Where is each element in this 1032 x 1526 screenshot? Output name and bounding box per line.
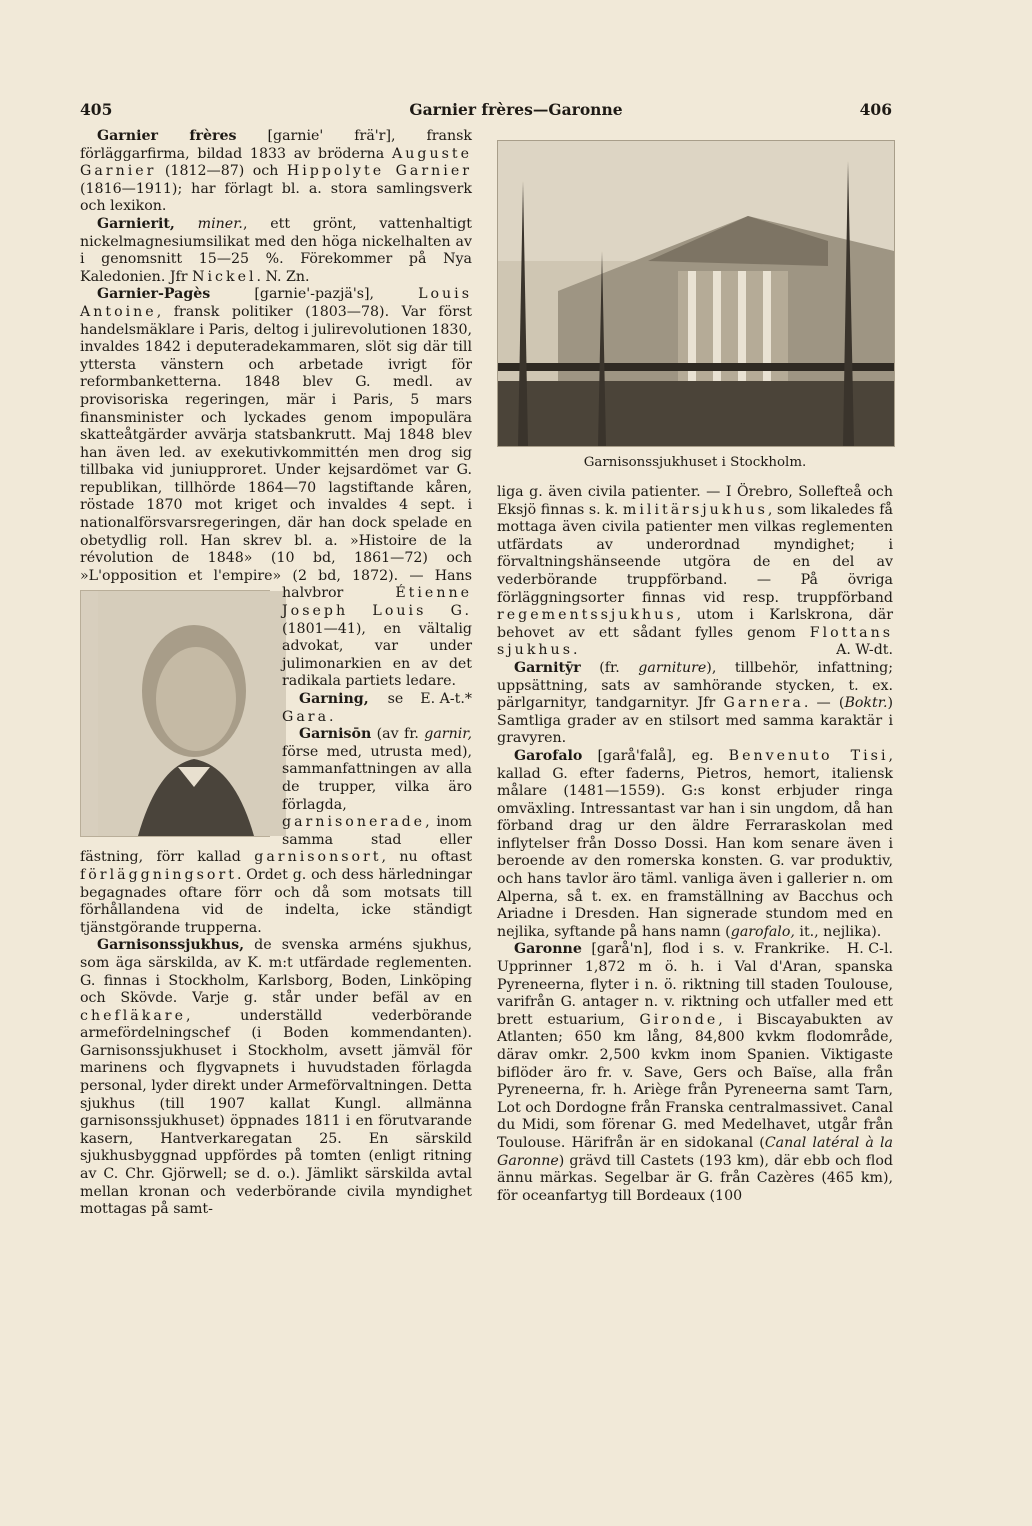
signature: A. W-dt. bbox=[836, 642, 893, 659]
spaced-term: garnisonerade bbox=[282, 814, 426, 831]
headword: Garnitȳr bbox=[514, 659, 581, 676]
spaced-term: regementssjukhus bbox=[497, 607, 677, 624]
spaced-term: förläggningsort bbox=[80, 866, 237, 883]
spaced-name: Auguste Garnier bbox=[80, 145, 472, 180]
headword: Garnisonssjukhus, bbox=[97, 937, 245, 954]
spaced-term: garnisonsort bbox=[254, 849, 382, 866]
entry-text: [garå'falå], eg. bbox=[582, 747, 729, 764]
entry-text: . bbox=[329, 708, 334, 725]
italic-term: Canal latéral à la Garonne bbox=[497, 1134, 893, 1169]
entry-text: ), tillbehör, infattning; uppsättning, sats av samhörande stycken, t. ex. pärlgarnityr, tandgarnityr. Jfr bbox=[497, 659, 893, 712]
signature: E. A-t.* bbox=[420, 691, 472, 707]
entry-text: , fransk politiker (1803—78). Var först handelsmäklare i Paris, deltog i julirevolutionen 1830, invaldes 1842 i deputeradekammaren, slöt sig där till yttersta vänstern och arbetade ivrigt för reformbanketterna. 1848 blev G. medl. av provisoriska regeringen, mär i Paris, 5 mars finansminister och lyckades genom impopulära skatteåtgärder avvärja statsbankrutt. Maj 1848 blev han även led. av exekutivkommittén men drog sig tillbaka vid juniupproret. Under kejsardömet var G. republikan, tillhörde 1864—70 lagstiftande kåren, röstade 1870 mot kriget och invaldes 4 sept. i nationalförsvarsregeringen, där han dock spelade en obetydlig roll. Han skrev bl. a. »Histoire de la révolution de 1848» (10 bd, 1861—72) och »L'opposition et l'empire» (2 bd, 1872). — Hans halvbror bbox=[80, 303, 472, 602]
entry-text: . bbox=[572, 642, 578, 659]
entry-text: liga g. även civila patienter. — I Örebro, Sollefteå och Eksjö finnas s. k. bbox=[497, 484, 893, 518]
spaced-name: Louis Antoine bbox=[80, 286, 472, 320]
entry-text: ) grävd till Castets (193 km), där ebb och flod ännu märkas. Segelbar är G. från Cazères (465 km), för oceanfartyg till Bordeaux (100 bbox=[497, 1152, 893, 1204]
cross-reference: Gara bbox=[282, 708, 330, 725]
hospital-photo bbox=[497, 140, 895, 447]
entry-text: förse med, utrusta med), sammanfattningen av alla de trupper, vilka äro förlagda, bbox=[282, 743, 472, 813]
cross-reference: Nickel bbox=[192, 268, 257, 285]
headword: Garnisōn bbox=[299, 726, 372, 743]
entry-text: (av fr. bbox=[371, 726, 425, 743]
right-column bbox=[497, 484, 893, 1205]
headword: Garofalo bbox=[514, 747, 583, 764]
italic-term: garniture bbox=[638, 659, 707, 676]
portrait-image bbox=[80, 590, 270, 837]
running-head: Garnier frères—Garonne bbox=[409, 100, 623, 119]
entry-text: . — ( bbox=[803, 695, 845, 712]
italic-label: miner. bbox=[174, 215, 243, 232]
hospital-illustration bbox=[498, 141, 894, 446]
portrait-illustration bbox=[98, 591, 286, 836]
italic-label: Boktr. bbox=[844, 695, 888, 712]
signature: H. C-l. bbox=[846, 941, 893, 958]
spaced-term: Gironde bbox=[639, 1011, 719, 1028]
headword: Garning, bbox=[299, 691, 369, 707]
entry-text: de svenska arméns sjukhus, som äga särskilda, av K. m:t utfärdade reglementen. G. finnas i Stockholm, Karlsborg, Boden, Linköping och Skövde. Varje g. står under befäl av en bbox=[80, 937, 472, 1007]
entry-text: , underställd vederbörande armefördelningschef (i Boden kommendanten). Garnisonssjukhuset i Stockholm, avsett jämväl för marinens och flygvapnets i huvudstaden förlagda personal, lyder direkt under Armeförvaltningen. Detta sjukhus (till 1907 kallat Kungl. allmänna garnisonssjukhuset) öppnades 1811 i en förutvarande kasern, Hantverkaregatan 25. En särskild sjukhusbyggnad uppfördes på tomten (enligt ritning av C. Chr. Gjörwell; se d. o.). Jämlikt särskilda avtal mellan kronan och vederbörande civila myndighet mottagas på samt- bbox=[80, 1007, 472, 1218]
entry-text: [garå'n], flod i s. v. Frankrike. Upprinner 1,872 m ö. h. i Val d'Aran, spanska Pyreneerna, flyter i n. ö. riktning till staden Toulouse, varifrån G. antager n. v. riktning och utfaller med ett brett estuarium, bbox=[497, 941, 893, 1028]
photo-caption: Garnisonssjukhuset i Stockholm. bbox=[583, 455, 807, 470]
spaced-name: Étienne Joseph Louis G. bbox=[282, 585, 472, 620]
entry-text: ) Samtliga grader av en stilsort med samma karaktär i gravyren. bbox=[497, 695, 893, 747]
cross-reference: Garnera bbox=[723, 695, 804, 712]
entry-garnierit bbox=[80, 216, 472, 286]
entry-text: , utom i Karlskrona, där behovet av ett sådant fylles genom bbox=[497, 607, 893, 641]
entry-text: [garnie' frä'r], fransk förläggarfirma, bildad 1833 av bröderna bbox=[80, 128, 472, 162]
entry-text: , ett grönt, vattenhaltigt nickelmagnesiumsilikat med den höga nickelhalten av i genomsnitt 15—25 %. Förekommer på Nya Kaledonien. Jfr bbox=[80, 215, 472, 285]
headword: Garonne bbox=[514, 941, 582, 958]
entry-garonne bbox=[497, 941, 893, 1205]
entry-text: , kallad G. efter faderns, Pietros, hemort, italiensk målare (1481—1559). G:s konst erbjuder ringa omväxling. Intressantast var han i sin ungdom, då han förband drag ur den äldre Ferraraskolan med inflytelser från Dosso Dossi. Han kom senare även i beroende av den romerska konsten. G. var produktiv, och hans tavlor äro täml. vanliga även i gallerier n. om Alperna, så t. ex. en framställning av Bacchus och Ariadne i Dresden. Han signerade stundom med en nejlika, syftande på hans namn ( bbox=[497, 747, 893, 940]
entry-garnisonssjukhus-continued bbox=[497, 484, 893, 660]
spaced-term: militärsjukhus bbox=[622, 501, 768, 518]
spaced-name: Benvenuto Tisi bbox=[728, 747, 889, 764]
entry-text: (1816—1911); har förlagt bl. a. stora samlingsverk och lexikon. bbox=[80, 180, 472, 215]
entry-text: se bbox=[368, 691, 404, 707]
italic-term: garofalo, bbox=[730, 923, 795, 940]
spaced-term: chefläkare bbox=[80, 1007, 186, 1024]
entry-garnityr bbox=[497, 660, 893, 748]
entry-text: it., nejlika). bbox=[794, 923, 882, 940]
page-number-right: 406 bbox=[859, 100, 892, 119]
entry-text: , som likaledes få mottaga även civila patienter men vilkas reglementen utfärdats av underordnad myndighet; i förvaltningshänseende utgöra de en del av vederbörande truppförband. — På övriga förläggningsorter finnas vid resp. truppförband bbox=[497, 501, 893, 606]
left-column bbox=[80, 128, 472, 1219]
entry-text: (1812—87) och bbox=[156, 163, 287, 180]
headword: Garnierit, bbox=[97, 215, 175, 232]
spaced-name: Hippolyte Garnier bbox=[286, 163, 473, 180]
entry-text: (1801—41), en vältalig advokat, var under julimonarkien en av det radikala partiets ledare. bbox=[282, 620, 472, 690]
page-number-left: 405 bbox=[80, 100, 113, 119]
entry-text: (fr. bbox=[580, 659, 639, 676]
headword: Garnier frères bbox=[97, 128, 237, 144]
entry-text: . Ordet g. och dess härledningar begagnades oftare förr och då som motsats till förhållandena vid de indelta, icke ständigt tjänstgörande trupperna. bbox=[80, 866, 472, 936]
spaced-term: Flottans sjukhus bbox=[497, 624, 893, 659]
entry-text: . N. Zn. bbox=[256, 268, 310, 285]
headword: Garnier-Pagès bbox=[97, 286, 211, 303]
entry-text: [garnie'-pazjä's], bbox=[210, 286, 419, 303]
entry-text: , inom samma stad eller fästning, förr kallad bbox=[80, 814, 472, 866]
italic-term: garnir, bbox=[424, 726, 472, 743]
entry-garnier-freres bbox=[80, 128, 472, 216]
entry-text: , i Biscayabukten av Atlanten; 650 km lång, 84,800 kvkm flodområde, därav omkr. 2,500 kvkm inom Spanien. Viktigaste biflöder äro fr. v. Save, Gers och Baïse, alla från Pyreneerna, fr. h. Ariège från Pyreneerna samt Tarn, Lot och Dordogne från Franska centralmassivet. Canal du Midi, som förenar G. med Medelhavet, utgår från Toulouse. Härifrån är en sidokanal ( bbox=[497, 1011, 893, 1151]
entry-text: , nu oftast bbox=[381, 849, 472, 866]
entry-garnisonssjukhus bbox=[80, 937, 472, 1219]
